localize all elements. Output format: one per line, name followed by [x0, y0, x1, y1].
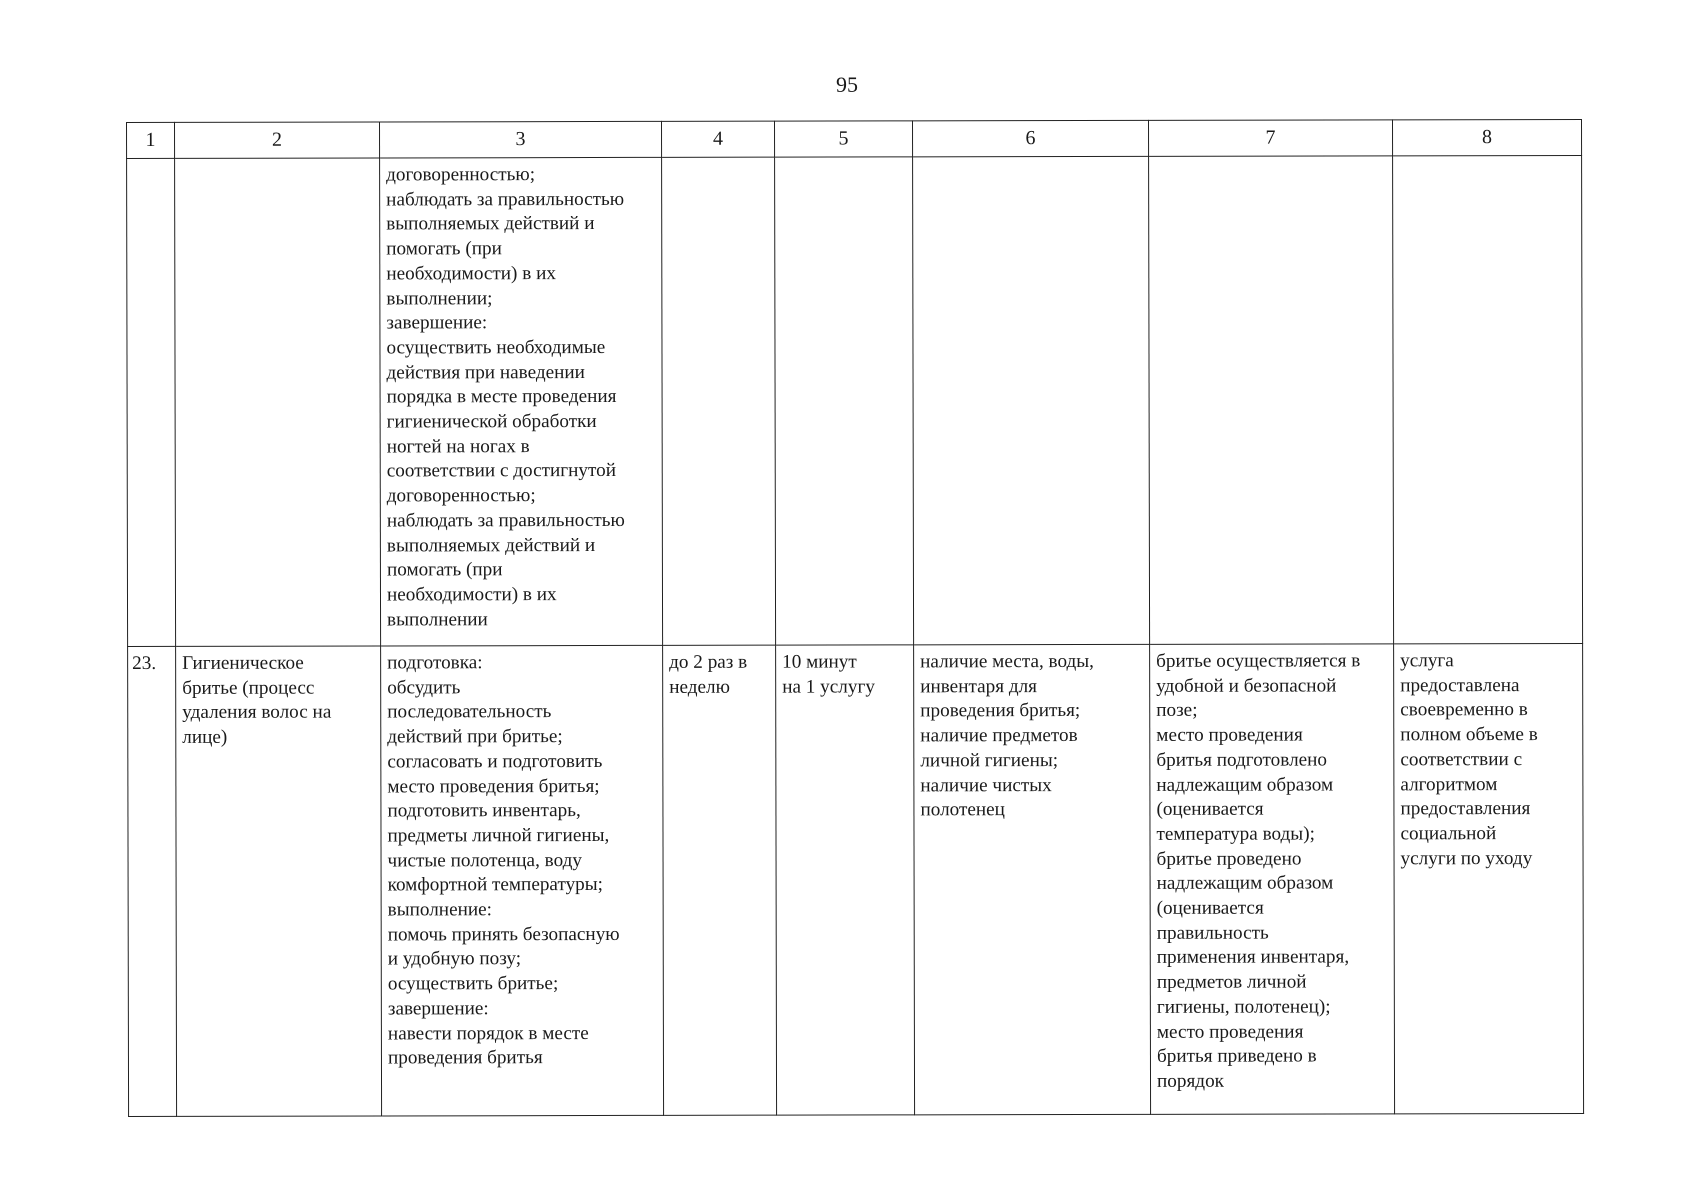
cell-description: подготовка: обсудить последовательность действий при бритье; согласовать и подготовить место проведения бритья; подготовить инвентарь, предметы личной гигиены, чистые полотенца, воду комфортной температуры; выполнение: помочь принять безопасную и удобную позу; осуществить бритье; завершение: навести порядок в месте проведения бритья	[381, 645, 664, 1116]
cell-description: договоренностью; наблюдать за правильностью выполняемых действий и помогать (при необходимости) в их выполнении; завершение: осуществить необходимые действия при наведении порядка в месте проведения гигиенической обработки ногтей на ногах в соответствии с достигнутой договоренностью; наблюдать за правильностью выполняемых действий и помогать (при необходимости) в их выполнении	[380, 157, 663, 646]
cell-conditions: наличие места, воды, инвентаря для проведения бритья; наличие предметов личной гигиены; наличие чистых полотенец	[914, 644, 1151, 1114]
table-row-23	[128, 643, 1584, 1116]
cell-frequency	[662, 157, 776, 645]
column-header-6: 6	[912, 120, 1148, 156]
page-number: 95	[836, 72, 858, 97]
cell-number: 23.	[128, 646, 177, 1116]
cell-number	[127, 158, 176, 646]
cell-evaluation: услуга предоставлена своевременно в полном объеме в соответствии с алгоритмом предоставления социальной услуги по уходу	[1394, 643, 1584, 1113]
column-header-5: 5	[774, 121, 912, 157]
cell-duration	[775, 157, 914, 645]
cell-service-name	[175, 158, 381, 646]
column-header-7: 7	[1148, 120, 1392, 157]
cell-quality-indicators	[1149, 156, 1394, 645]
header-row	[127, 119, 1582, 158]
cell-service-name: Гигиеническое бритье (процесс удаления волос на лице)	[176, 646, 382, 1116]
table-row-continuation	[127, 155, 1583, 646]
cell-evaluation	[1393, 155, 1583, 643]
column-header-8: 8	[1392, 119, 1581, 155]
column-header-2: 2	[175, 122, 380, 158]
cell-duration: 10 минут на 1 услугу	[776, 645, 915, 1115]
column-header-1: 1	[127, 122, 175, 158]
cell-quality-indicators: бритье осуществляется в удобной и безопасной позе; место проведения бритья подготовлено надлежащим образом (оценивается температура воды); бритье проведено надлежащим образом (оценивается правильность применения инвентаря, предметов личной гигиены, полотенец); место проведения бритья приведено в порядок	[1150, 644, 1395, 1115]
cell-conditions	[913, 156, 1150, 644]
services-table	[126, 119, 1584, 1117]
column-header-4: 4	[661, 121, 774, 157]
cell-frequency: до 2 раз в неделю	[663, 645, 777, 1115]
column-header-3: 3	[380, 121, 662, 158]
